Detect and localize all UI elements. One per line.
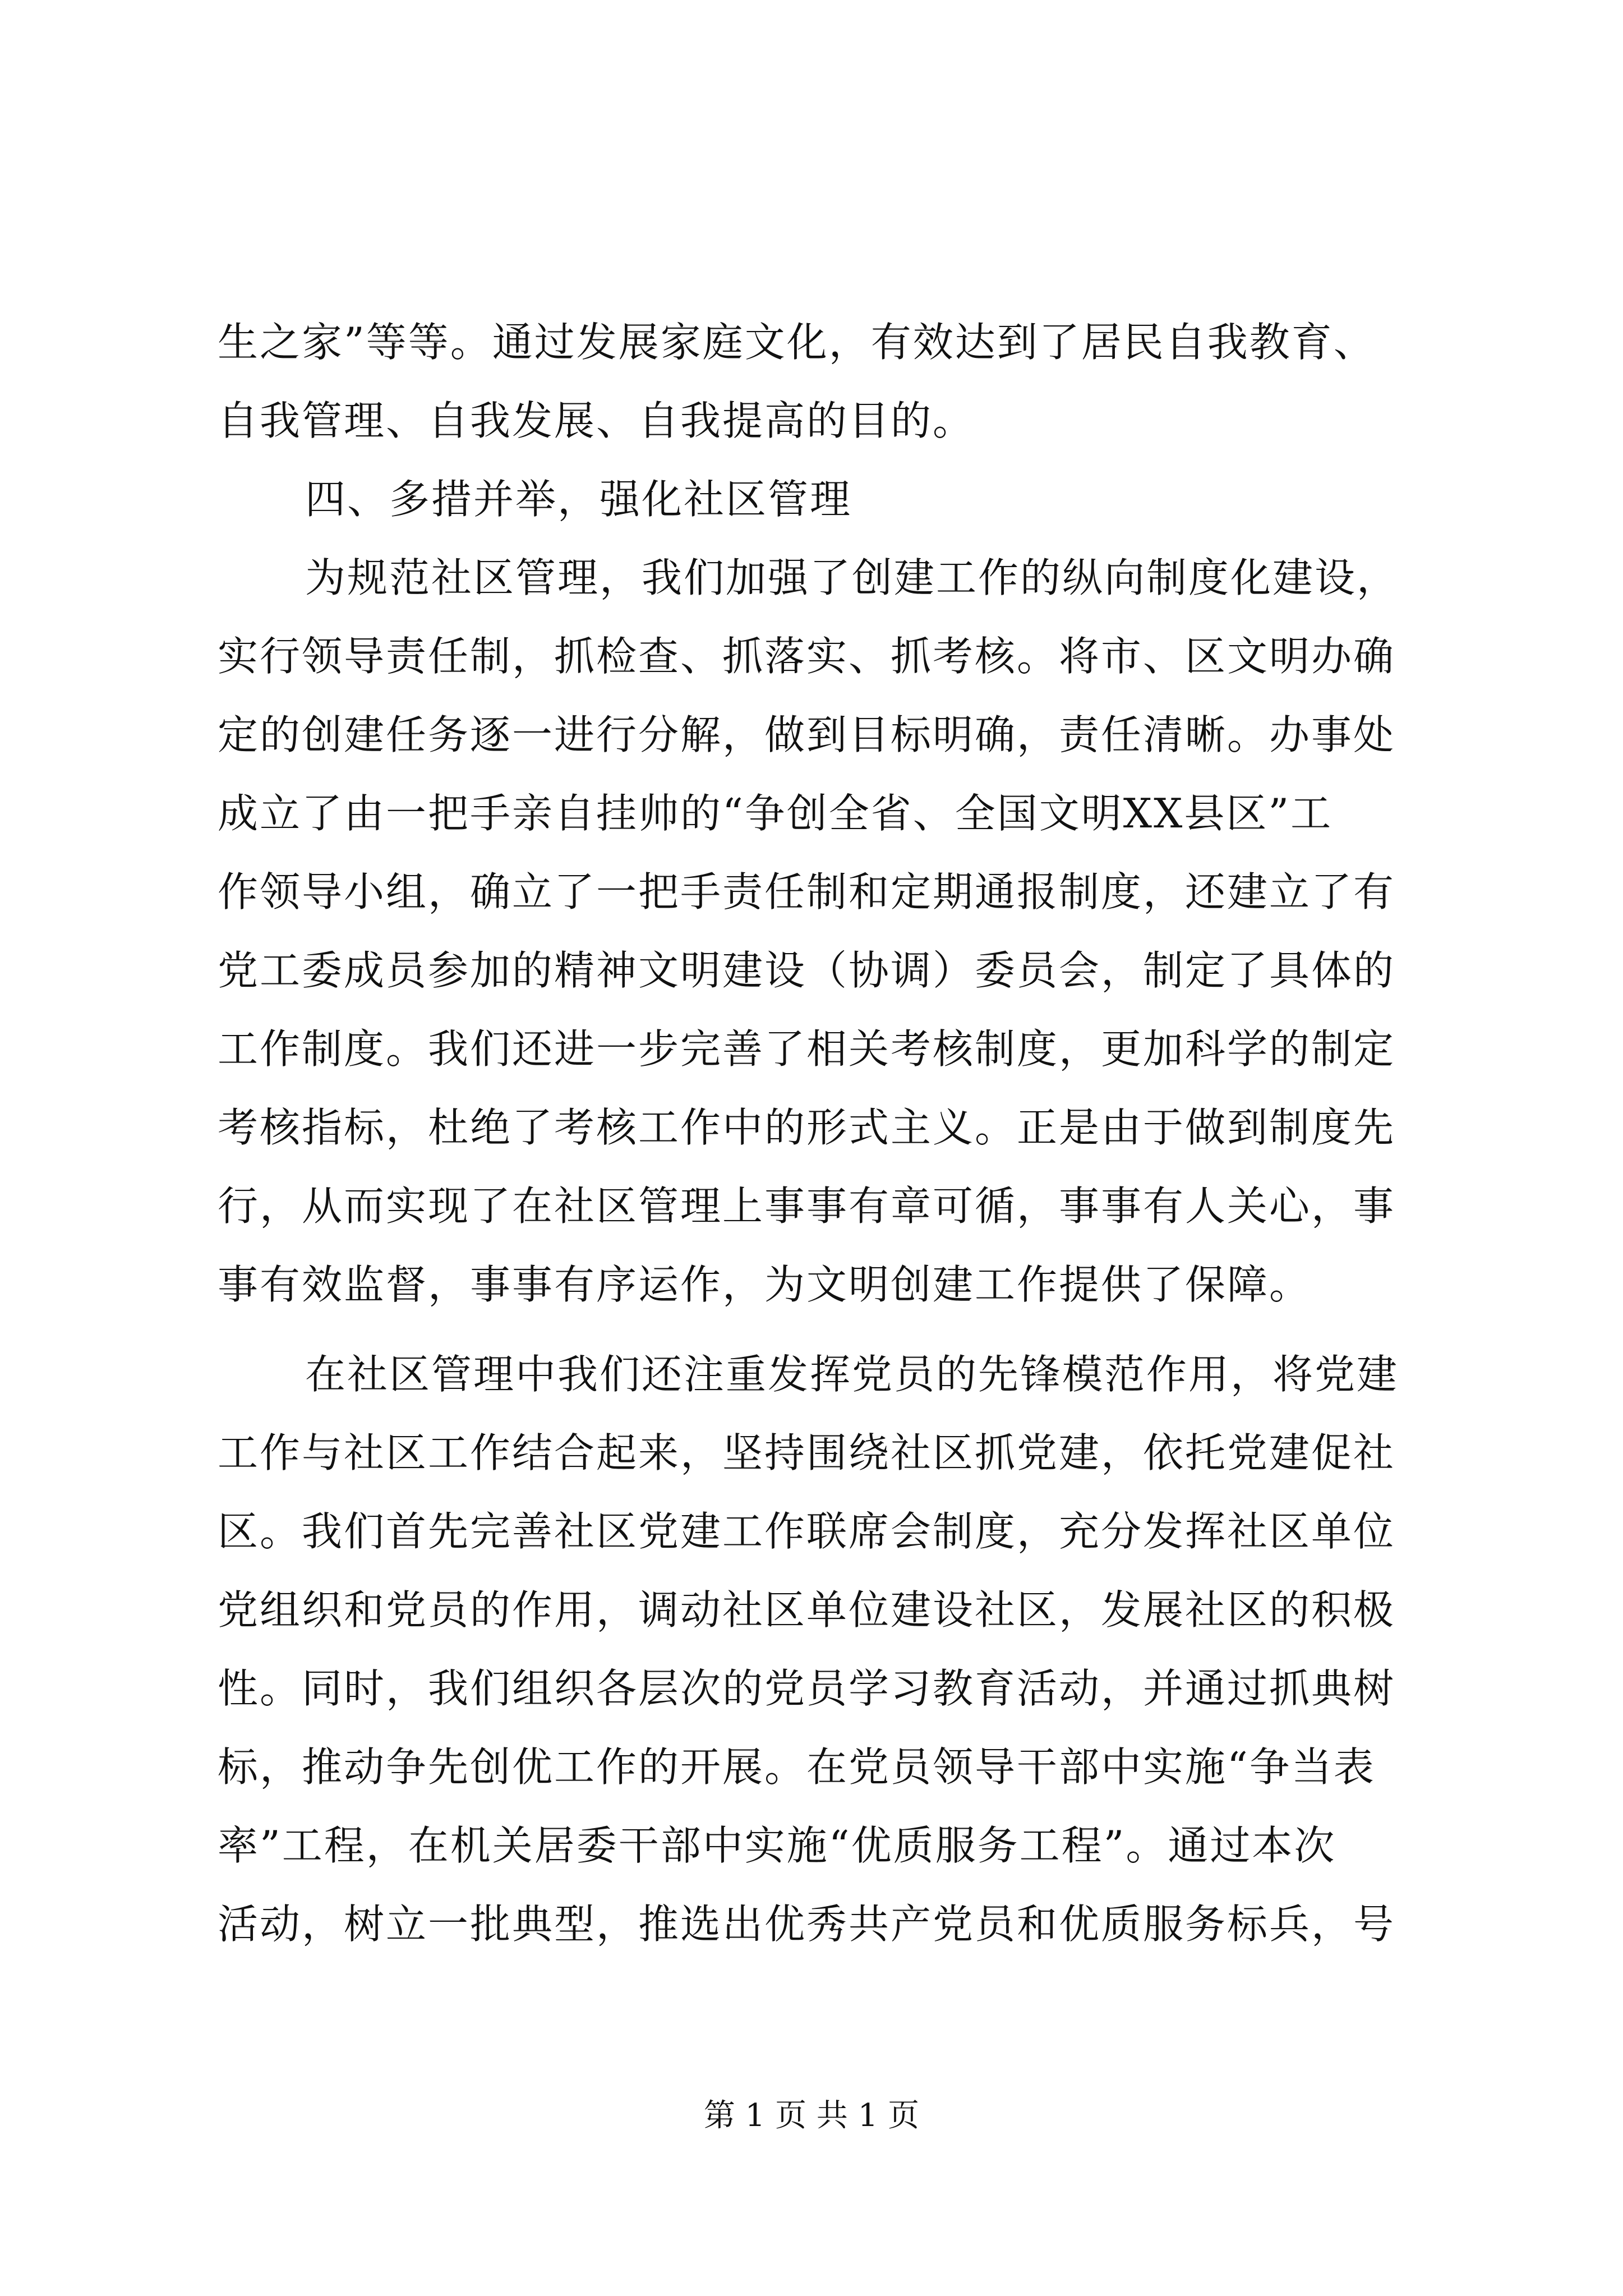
text-line-18: 性。同时，我们组织各层次的党员学习教育活动，并通过抓典树 [218,1665,1396,1712]
text-line-9: 党工委成员参加的精神文明建设（协调）委员会，制定了具体的 [218,947,1396,994]
section-heading: 四、多措并举，强化社区管理 [305,476,852,523]
text-line-12: 行，从而实现了在社区管理上事事有章可循，事事有人关心，事 [218,1182,1396,1230]
text-line-1: 生之家”等等。通过发展家庭文化，有效达到了居民自我教育、 [218,319,1376,366]
text-line-8: 作领导小组，确立了一把手责任制和定期通报制度，还建立了有 [218,868,1396,915]
text-line-19: 标，推动争先创优工作的开展。在党员领导干部中实施“争当表 [218,1743,1376,1791]
text-line-17: 党组织和党员的作用，调动社区单位建设社区，发展社区的积极 [218,1586,1396,1634]
text-line-16: 区。我们首先完善社区党建工作联席会制度，充分发挥社区单位 [218,1508,1396,1555]
text-line-13: 事有效监督，事事有序运作，为文明创建工作提供了保障。 [218,1261,1312,1308]
text-line-20: 率”工程，在机关居委干部中实施“优质服务工程”。通过本次 [218,1822,1336,1869]
text-line-15: 工作与社区工作结合起来，坚持围绕社区抓党建，依托党建促社 [218,1429,1396,1476]
page-footer: 第 1 页 共 1 页 [703,2097,920,2134]
text-line-2: 自我管理、自我发展、自我提高的目的。 [218,397,975,444]
text-line-11: 考核指标，杜绝了考核工作中的形式主义。正是由于做到制度先 [218,1104,1396,1151]
text-line-4: 为规范社区管理，我们加强了创建工作的纵向制度化建设， [305,554,1399,601]
text-line-7: 成立了由一把手亲自挂帅的“争创全省、全国文明XX县区”工 [218,790,1333,837]
text-line-10: 工作制度。我们还进一步完善了相关考核制度，更加科学的制定 [218,1025,1396,1073]
text-line-6: 定的创建任务逐一进行分解，做到目标明确，责任清晰。办事处 [218,711,1396,758]
text-line-5: 实行领导责任制，抓检查、抓落实、抓考核。将市、区文明办确 [218,633,1396,680]
text-line-21: 活动，树立一批典型，推选出优秀共产党员和优质服务标兵，号 [218,1901,1396,1948]
text-line-14: 在社区管理中我们还注重发挥党员的先锋模范作用，将党建 [305,1351,1399,1398]
